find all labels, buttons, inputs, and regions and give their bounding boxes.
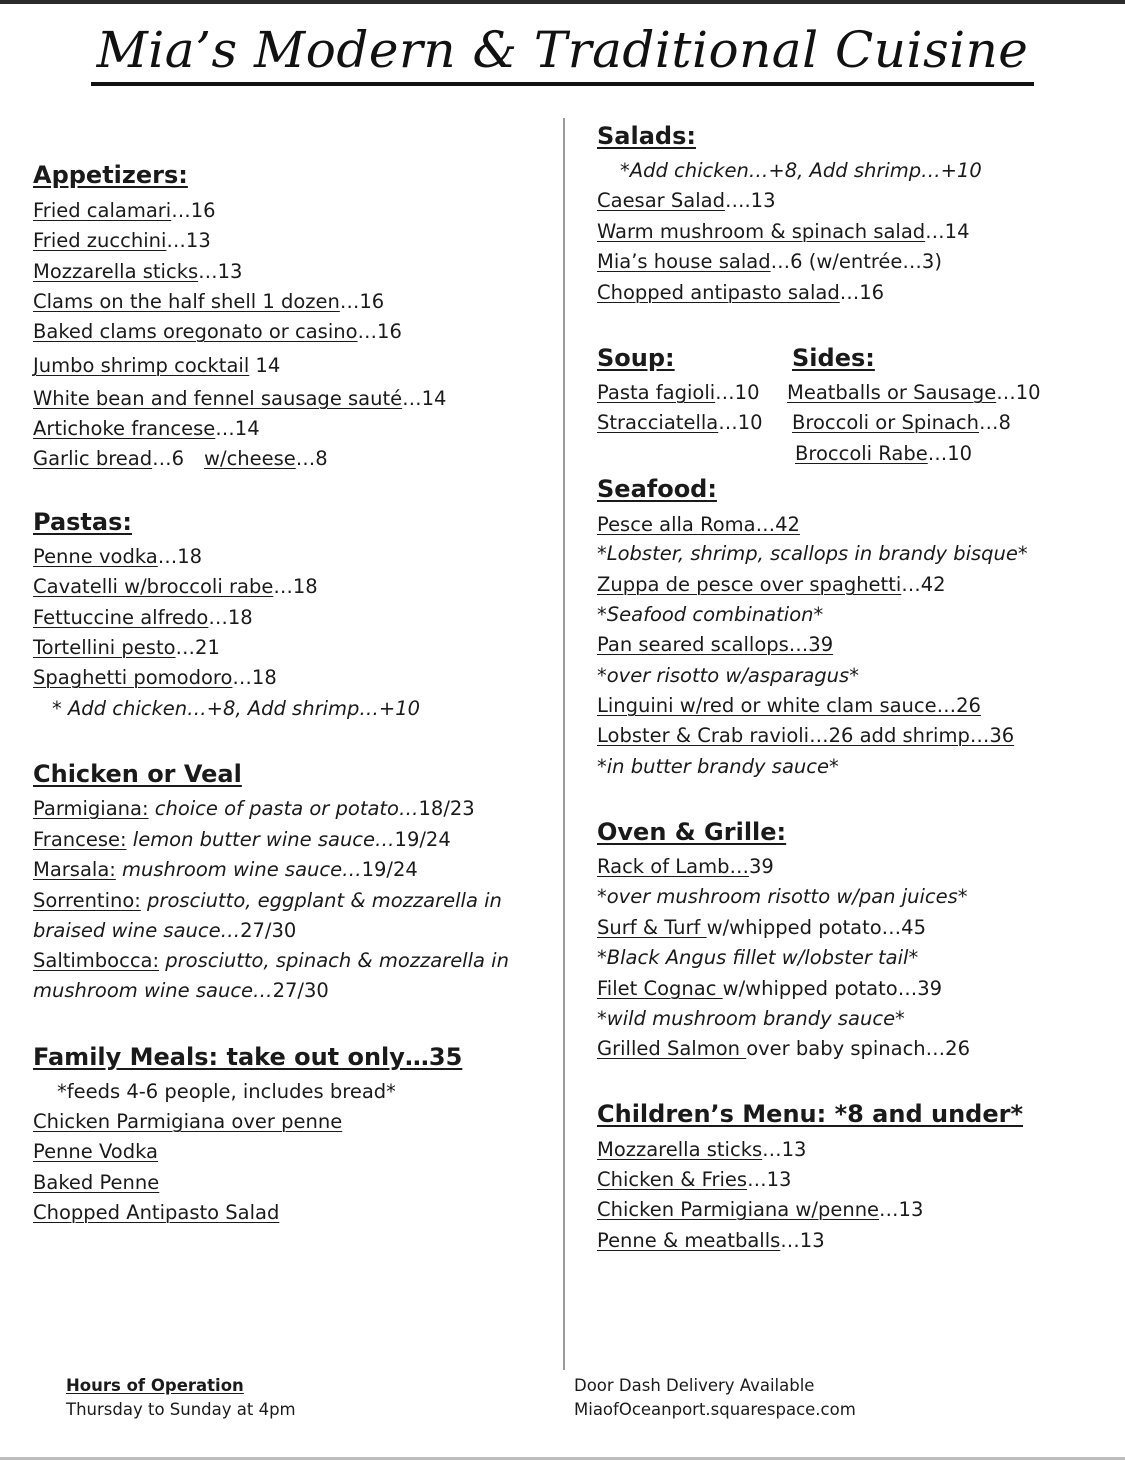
menu-item-continued: braised wine sauce…27/30 xyxy=(33,919,297,942)
column-divider xyxy=(563,118,565,1370)
menu-item: Broccoli or Spinach…8 xyxy=(792,411,1011,434)
menu-item: Mia’s house salad…6 (w/entrée…3) xyxy=(597,250,942,273)
item-description: *in butter brandy sauce* xyxy=(597,755,839,778)
menu-item: Baked clams oregonato or casino…16 xyxy=(33,320,402,343)
menu-item: Chopped antipasto salad…16 xyxy=(597,281,885,304)
menu-item-continued: mushroom wine sauce…27/30 xyxy=(33,979,329,1002)
menu-item-garlic-bread: Garlic bread…6 w/cheese…8 xyxy=(33,447,328,470)
menu-item: Stracciatella…10 xyxy=(597,411,763,434)
menu-item: Chicken & Fries…13 xyxy=(597,1168,792,1191)
oven-grille-heading: Oven & Grille: xyxy=(597,818,787,846)
menu-item: Spaghetti pomodoro…18 xyxy=(33,666,277,689)
menu-title xyxy=(0,18,1125,86)
menu-item: Artichoke francese…14 xyxy=(33,417,260,440)
menu-item: Cavatelli w/broccoli rabe…18 xyxy=(33,575,318,598)
pastas-addon-note: * Add chicken…+8, Add shrimp…+10 xyxy=(52,697,421,720)
menu-item: Penne vodka…18 xyxy=(33,545,203,568)
menu-item: Filet Cognac w/whipped potato…39 xyxy=(597,977,943,1000)
menu-item: Mozzarella sticks…13 xyxy=(33,260,243,283)
menu-item: Penne & meatballs…13 xyxy=(597,1229,825,1252)
menu-item: Surf & Turf w/whipped potato…45 xyxy=(597,916,926,939)
hours-text: Thursday to Sunday at 4pm xyxy=(66,1400,296,1419)
childrens-menu-heading: Children’s Menu: *8 and under* xyxy=(597,1100,1024,1128)
menu-item: Pan seared scallops…39 xyxy=(597,633,834,656)
menu-item: Chicken Parmigiana w/penne…13 xyxy=(597,1198,924,1221)
item-description: *over risotto w/asparagus* xyxy=(597,664,859,687)
menu-item: Parmigiana: choice of pasta or potato…18/23 xyxy=(33,797,475,820)
item-description: *over mushroom risotto w/pan juices* xyxy=(597,885,968,908)
salads-heading: Salads: xyxy=(597,122,696,150)
menu-item: White bean and fennel sausage sauté…14 xyxy=(33,387,447,410)
menu-item: Grilled Salmon over baby spinach…26 xyxy=(597,1037,970,1060)
item-description: *Lobster, shrimp, scallops in brandy bisque* xyxy=(597,542,1028,565)
website-link[interactable]: MiaofOceanport.squarespace.com xyxy=(574,1400,856,1419)
sides-heading: Sides: xyxy=(792,344,875,372)
hours-heading: Hours of Operation xyxy=(66,1376,244,1395)
menu-item: Warm mushroom & spinach salad…14 xyxy=(597,220,970,243)
menu-item: Penne Vodka xyxy=(33,1140,159,1163)
menu-item: Fried zucchini…13 xyxy=(33,229,211,252)
menu-item: Tortellini pesto…21 xyxy=(33,636,220,659)
item-description: *Seafood combination* xyxy=(597,603,824,626)
seafood-heading: Seafood: xyxy=(597,475,717,503)
menu-item: Mozzarella sticks…13 xyxy=(597,1138,807,1161)
top-border xyxy=(0,0,1125,4)
soup-heading: Soup: xyxy=(597,344,675,372)
menu-item: Clams on the half shell 1 dozen…16 xyxy=(33,290,385,313)
menu-item: Chicken Parmigiana over penne xyxy=(33,1110,343,1133)
menu-item: Chopped Antipasto Salad xyxy=(33,1201,280,1224)
menu-item: Pesce alla Roma…42 xyxy=(597,513,800,536)
menu-item: Zuppa de pesce over spaghetti…42 xyxy=(597,573,946,596)
menu-item: Marsala: mushroom wine sauce…19/24 xyxy=(33,858,418,881)
menu-item: Rack of Lamb…39 xyxy=(597,855,774,878)
menu-item: Pasta fagioli…10 xyxy=(597,381,760,404)
appetizers-heading: Appetizers: xyxy=(33,161,188,189)
item-description: *Black Angus fillet w/lobster tail* xyxy=(597,946,919,969)
item-description: *wild mushroom brandy sauce* xyxy=(597,1007,905,1030)
menu-item: Lobster & Crab ravioli…26 add shrimp…36 xyxy=(597,724,1015,747)
menu-item: Caesar Salad….13 xyxy=(597,189,776,212)
salads-addon-note: *Add chicken…+8, Add shrimp…+10 xyxy=(620,159,982,182)
menu-item: Linguini w/red or white clam sauce…26 xyxy=(597,694,981,717)
menu-item: Fettuccine alfredo…18 xyxy=(33,606,253,629)
menu-item: Baked Penne xyxy=(33,1171,160,1194)
menu-item: Meatballs or Sausage…10 xyxy=(787,381,1041,404)
chicken-veal-heading: Chicken or Veal xyxy=(33,760,242,788)
menu-item: Saltimbocca: prosciutto, spinach & mozzarella in xyxy=(33,949,509,972)
menu-title-text: Mia’s Modern & Traditional Cuisine xyxy=(91,18,1035,86)
family-meals-heading: Family Meals: take out only…35 xyxy=(33,1043,463,1071)
pastas-heading: Pastas: xyxy=(33,508,132,536)
menu-item: Fried calamari…16 xyxy=(33,199,216,222)
menu-item: Sorrentino: prosciutto, eggplant & mozzarella in xyxy=(33,889,502,912)
menu-item: Francese: lemon butter wine sauce…19/24 xyxy=(33,828,451,851)
family-meals-note: *feeds 4-6 people, includes bread* xyxy=(57,1080,396,1103)
menu-item: Jumbo shrimp cocktail 14 xyxy=(33,354,281,377)
menu-item: Broccoli Rabe…10 xyxy=(795,442,973,465)
delivery-text: Door Dash Delivery Available xyxy=(574,1376,815,1395)
